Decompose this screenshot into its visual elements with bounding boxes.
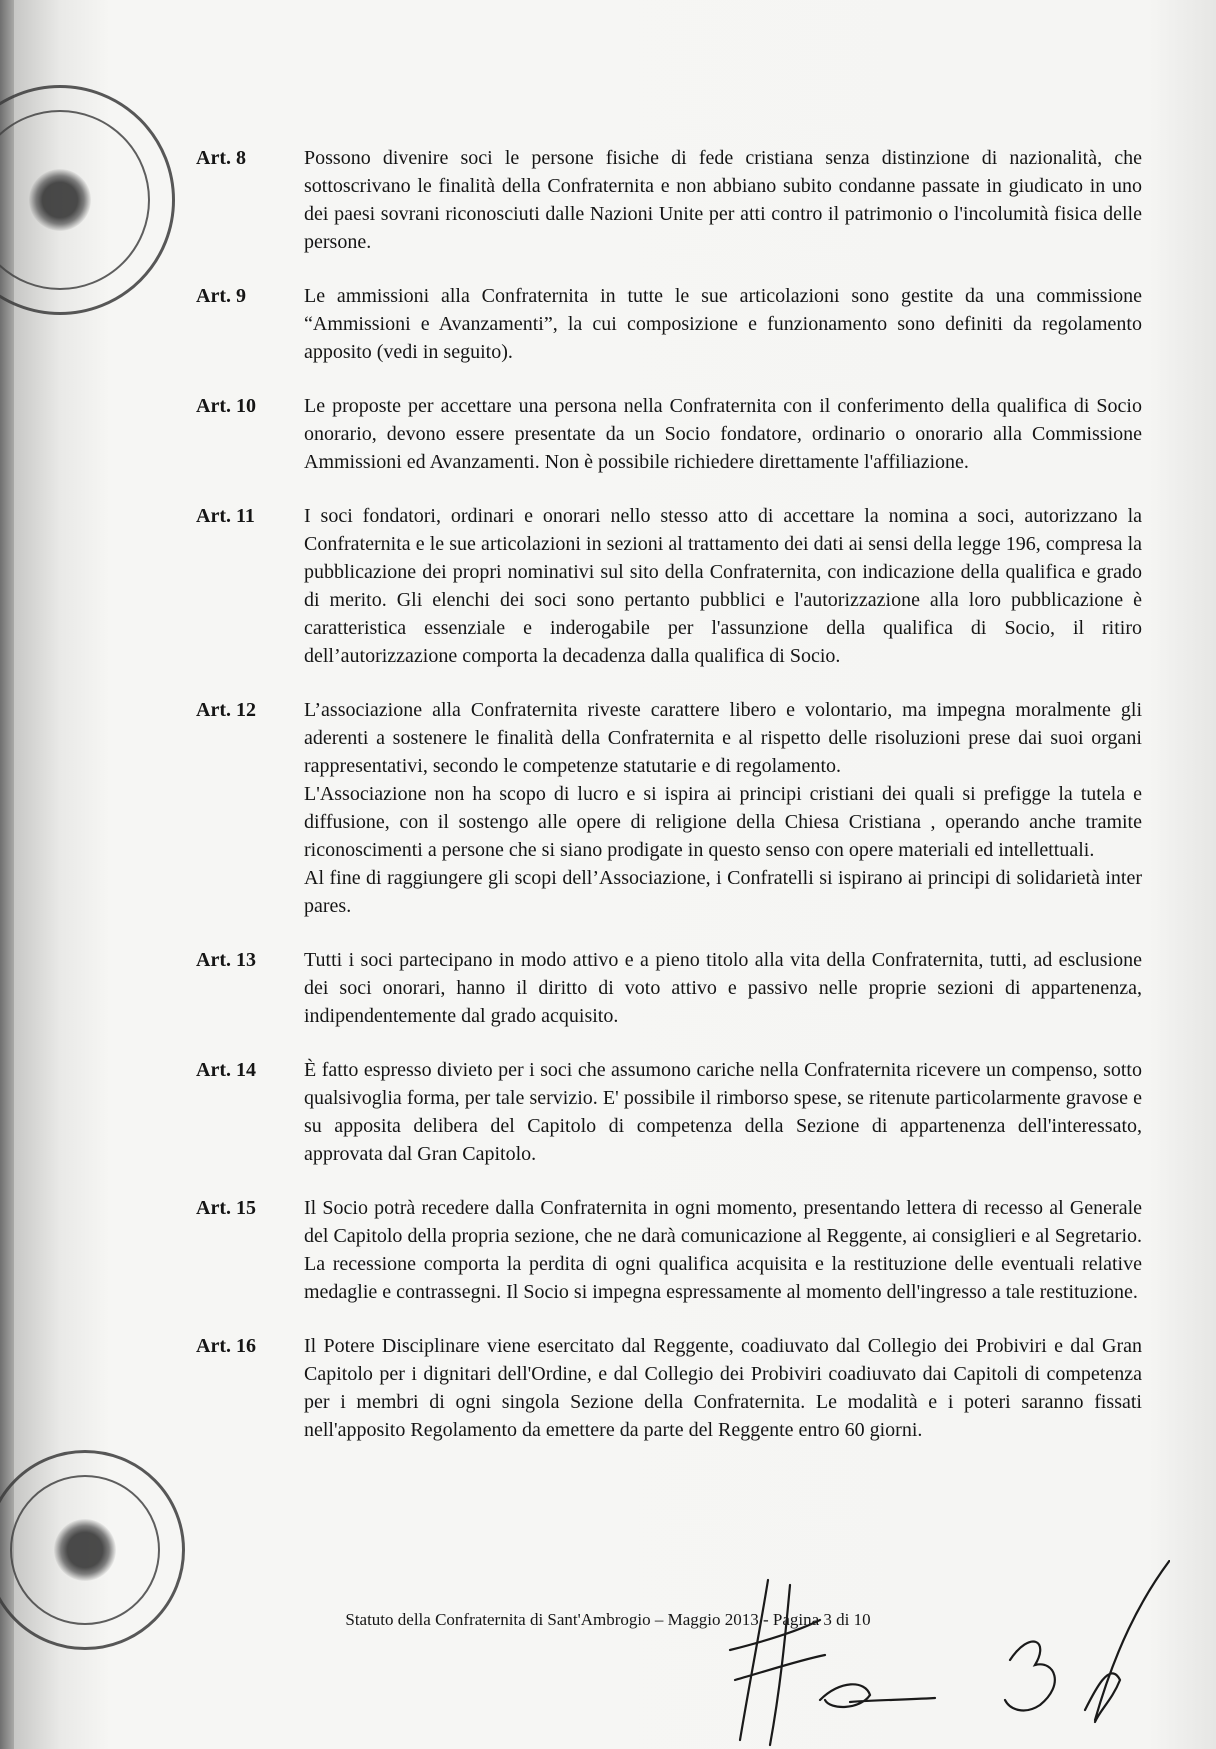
signature-4 — [1085, 1560, 1170, 1722]
article — [196, 696, 1142, 920]
article — [196, 144, 1142, 256]
article-paragraph: L’associazione alla Confraternita riveste carattere libero e volontario, ma impegna moralmente gli aderenti a sostenere le finalità della Confraternita e al rispetto delle risoluzioni prese dai suoi organi rappresentativi, secondo le competenze statutarie e di regolamento. — [304, 699, 1142, 777]
signature-2 — [820, 1684, 935, 1707]
seal-emblem-icon — [29, 169, 91, 231]
article-paragraph: Al fine di raggiungere gli scopi dell’Associazione, i Confratelli si ispirano ai principi di solidarietà inter pares. — [304, 867, 1142, 917]
article — [196, 282, 1142, 366]
handwritten-signatures — [700, 1560, 1170, 1749]
article-body — [304, 1332, 1142, 1444]
article — [196, 1332, 1142, 1444]
signature-3 — [1005, 1641, 1055, 1710]
article-number: Art. 9 — [196, 285, 246, 307]
article-paragraph: È fatto espresso divieto per i soci che assumono cariche nella Confraternita ricevere un compenso, sotto qualsivoglia forma, per tale servizio. E' possibile il rimborso spese, se ritenute particolarmente gravose e su apposita delibera del Capitolo di competenza della Sezione di appartenenza dell'interessato, approvata dal Gran Capitolo. — [304, 1059, 1142, 1165]
article-paragraph: L'Associazione non ha scopo di lucro e si ispira ai principi cristiani dei quali si prefigge la tutela e diffusione, con il sostengo alle opere di religione della Chiesa Cristiana , operando anche tramite riconoscimenti a persone che si siano prodigate in questo senso con opere materiali ed intellettuali. — [304, 783, 1142, 861]
article-body — [304, 1194, 1142, 1306]
signature-1 — [730, 1580, 825, 1745]
article-paragraph: Le proposte per accettare una persona nella Confraternita con il conferimento della qualifica di Socio onorario, devono essere presentate da un Socio fondatore, ordinario o onorario alla Commissione Ammissioni ed Avanzamenti. Non è possibile richiedere direttamente l'affiliazione. — [304, 395, 1142, 473]
article — [196, 946, 1142, 1030]
article — [196, 1194, 1142, 1306]
article — [196, 1056, 1142, 1168]
article-paragraph: I soci fondatori, ordinari e onorari nello stesso atto di accettare la nomina a soci, autorizzano la Confraternita e le sue articolazioni in sezioni al trattamento dei dati ai sensi della legge 196, compresa la pubblicazione dei propri nominativi sul sito della Confraternita, con indicazione della qualifica e grado di merito. Gli elenchi dei soci sono pertanto pubblici e l'autorizzazione alla loro pubblicazione è caratteristica essenziale e inderogabile per l'assunzione della qualifica di Socio, il ritiro dell’autorizzazione comporta la decadenza dalla qualifica di Socio. — [304, 505, 1142, 667]
article-body — [304, 144, 1142, 256]
article-body — [304, 282, 1142, 366]
official-seal-stamp — [0, 85, 175, 315]
article-body — [304, 502, 1142, 670]
seal-emblem-icon — [54, 1519, 116, 1581]
page-footer: Statuto della Confraternita di Sant'Ambrogio – Maggio 2013 - Pagina 3 di 10 — [345, 1610, 871, 1629]
article-body — [304, 392, 1142, 476]
article-number: Art. 8 — [196, 147, 246, 169]
article-number: Art. 15 — [196, 1197, 256, 1219]
article — [196, 502, 1142, 670]
article — [196, 392, 1142, 476]
article-number: Art. 10 — [196, 395, 256, 417]
articles-list — [196, 144, 1142, 1470]
article-number: Art. 11 — [196, 505, 255, 527]
article-body — [304, 696, 1142, 920]
article-body — [304, 946, 1142, 1030]
article-body — [304, 1056, 1142, 1168]
article-number: Art. 13 — [196, 949, 256, 971]
article-number: Art. 16 — [196, 1335, 256, 1357]
article-paragraph: Il Socio potrà recedere dalla Confraternita in ogni momento, presentando lettera di recesso al Generale del Capitolo della propria sezione, che ne darà comunicazione al Reggente, ai consiglieri e al Segretario. La recessione comporta la perdita di ogni qualifica acquisita e la restituzione delle eventuali relative medaglie e contrassegni. Il Socio si impegna espressamente al momento dell'ingresso a tale restituzione. — [304, 1197, 1142, 1303]
article-paragraph: Possono divenire soci le persone fisiche di fede cristiana senza distinzione di nazionalità, che sottoscrivano le finalità della Confraternita e non abbiano subito condanne passate in giudicato in uno dei paesi sovrani riconosciuti dalle Nazioni Unite per atti contro il patrimonio o l'incolumità fisica delle persone. — [304, 147, 1142, 253]
article-number: Art. 12 — [196, 699, 256, 721]
article-paragraph: Tutti i soci partecipano in modo attivo e a pieno titolo alla vita della Confraternita, tutti, ad esclusione dei soci onorari, hanno il diritto di voto attivo e passivo nelle proprie sezioni di appartenenza, indipendentemente dal grado acquisito. — [304, 949, 1142, 1027]
article-paragraph: Le ammissioni alla Confraternita in tutte le sue articolazioni sono gestite da una commissione “Ammissioni e Avanzamenti”, la cui composizione e funzionamento sono definiti da regolamento apposito (vedi in seguito). — [304, 285, 1142, 363]
article-paragraph: Il Potere Disciplinare viene esercitato dal Reggente, coadiuvato dal Collegio dei Probiviri e dal Gran Capitolo per i dignitari dell'Ordine, e dal Collegio dei Probiviri coadiuvato dai Capitoli di competenza per i membri di ogni singola Sezione della Confraternita. Le modalità e i poteri saranno fissati nell'apposito Regolamento da emettere da parte del Reggente entro 60 giorni. — [304, 1335, 1142, 1441]
article-number: Art. 14 — [196, 1059, 256, 1081]
